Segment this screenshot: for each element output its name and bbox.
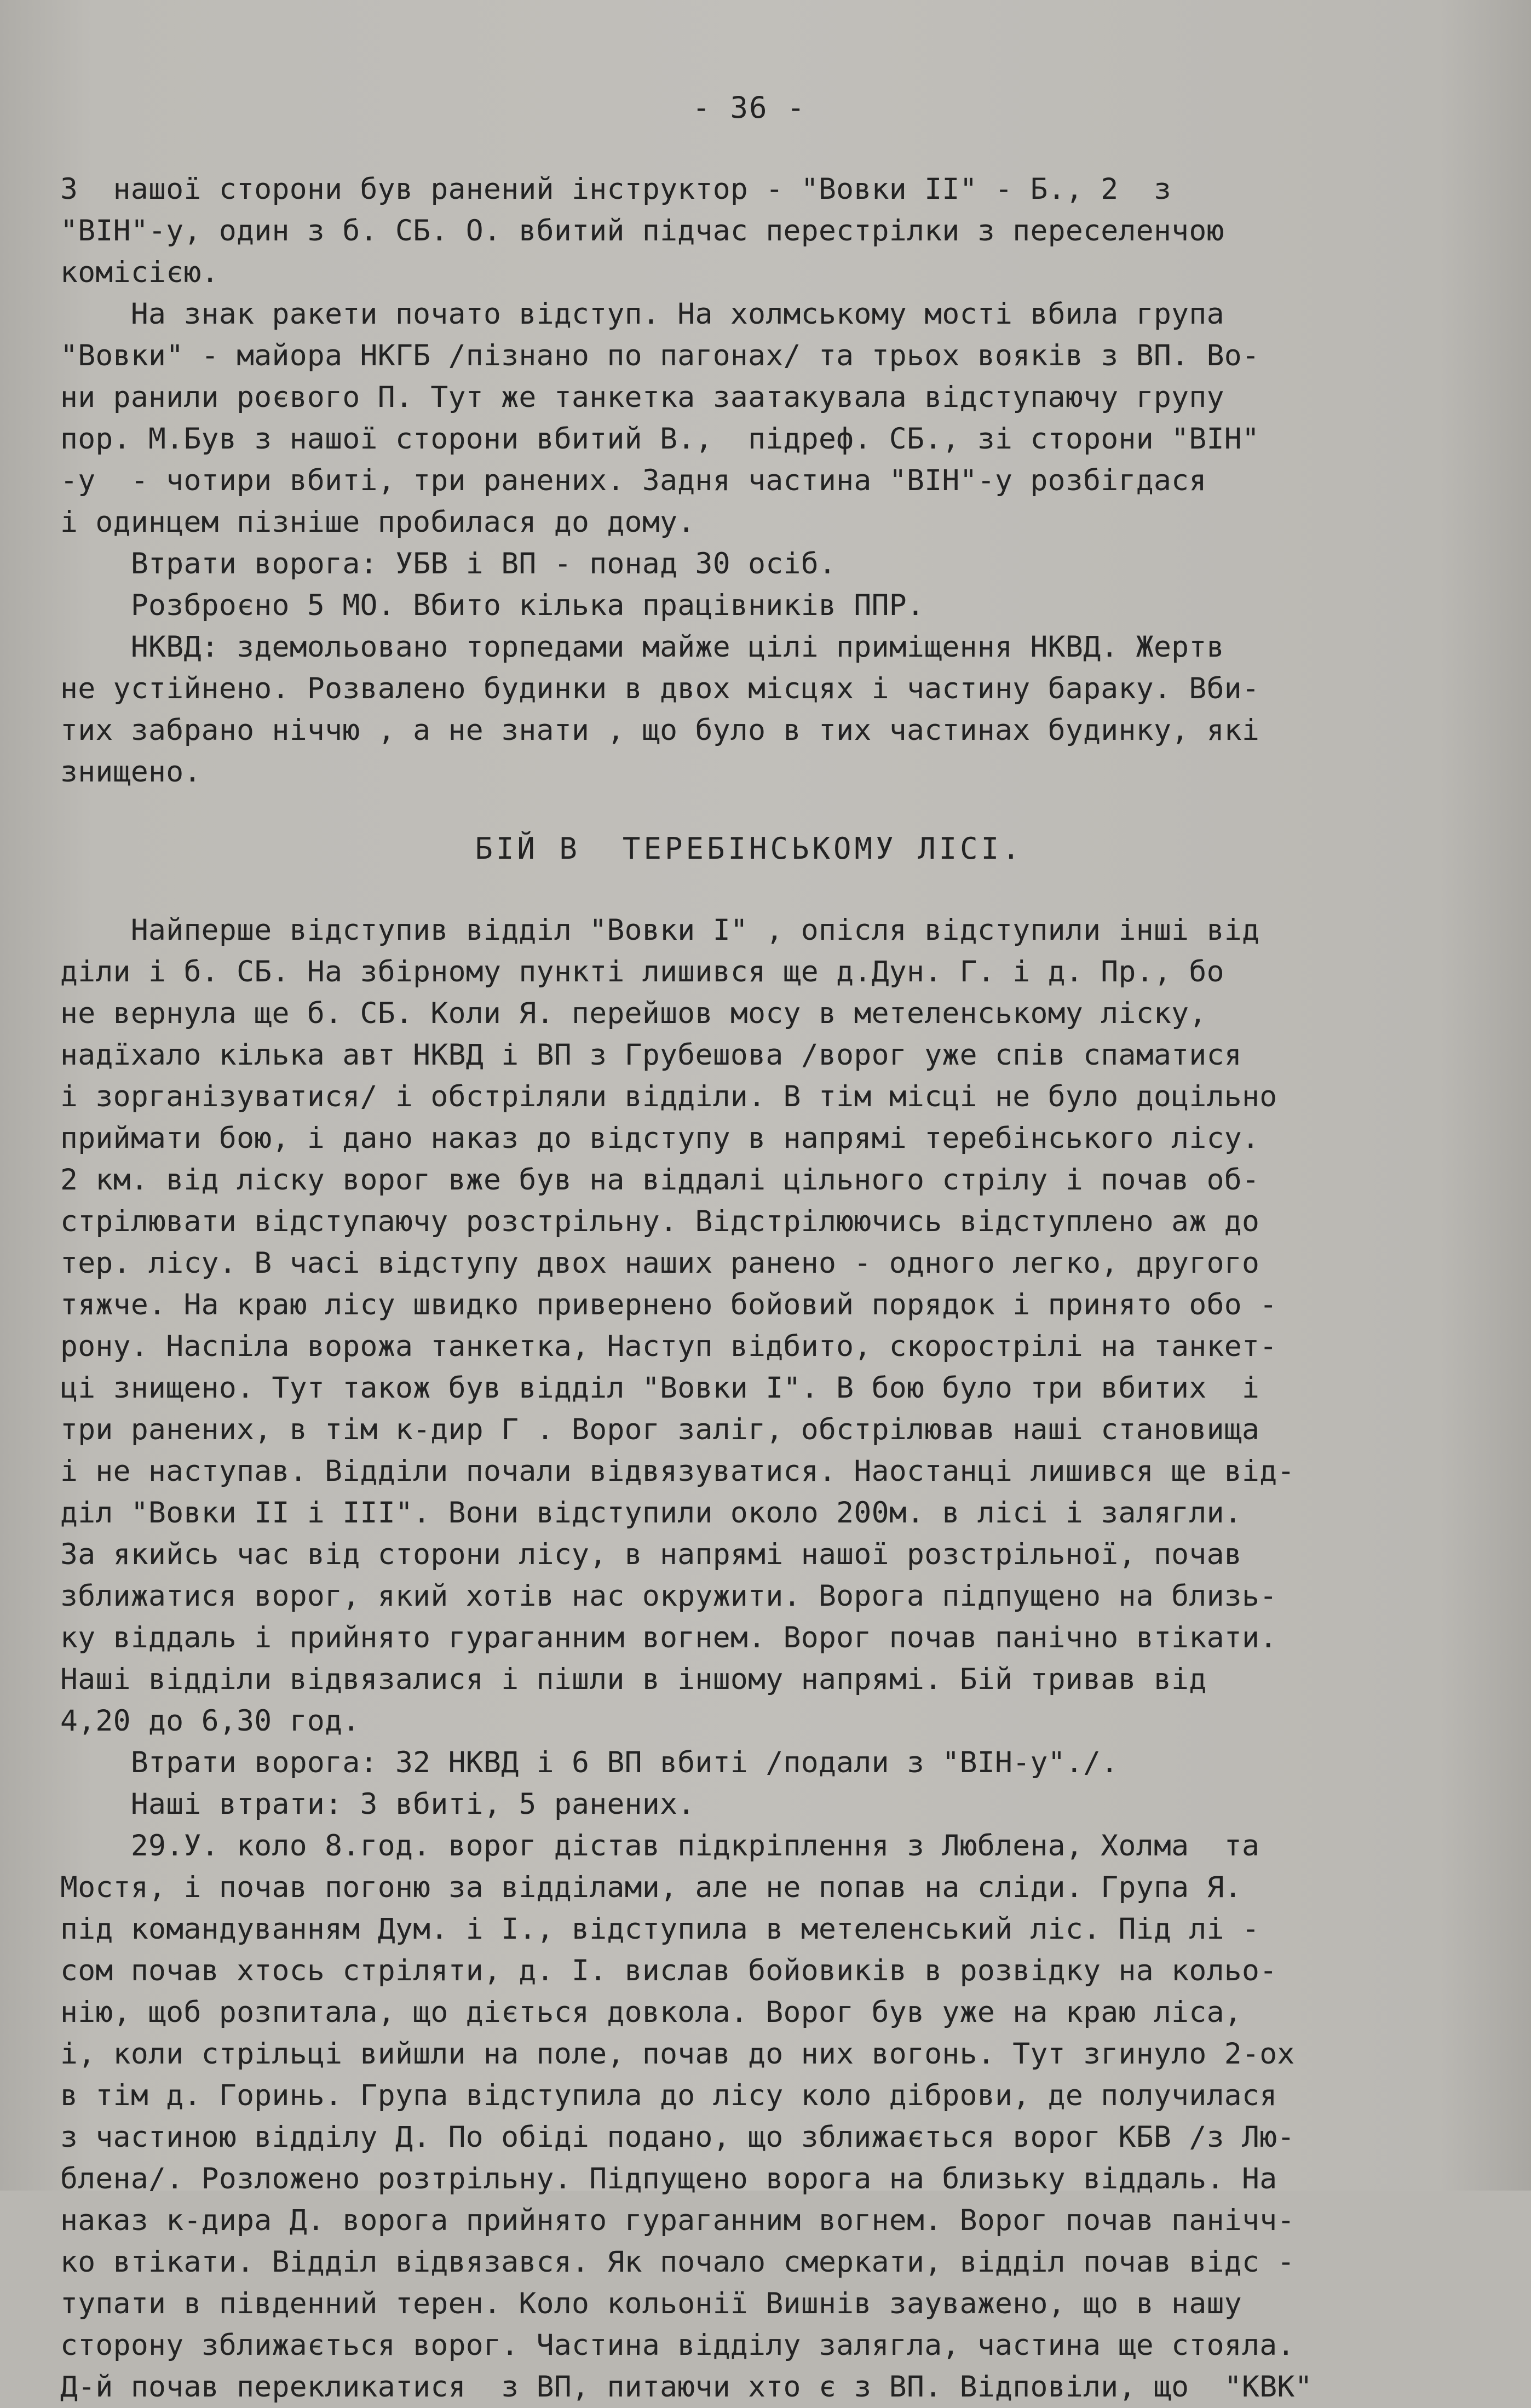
section-2-text: [60, 910, 1438, 2408]
text-line: надїхало кілька авт НКВД і ВП з Грубешова /ворог уже спів спаматися: [60, 1038, 1242, 1072]
text-line: За якийсь час від сторони лісу, в напрямі нашої розстрільної, почав: [60, 1538, 1242, 1571]
text-line: Втрати ворога: УБВ і ВП - понад 30 осіб.: [60, 547, 837, 581]
text-line: не устійнено. Розвалено будинки в двох місцях і частину бараку. Вби-: [60, 672, 1260, 705]
text-line: в тім д. Горинь. Група відступила до лісу коло діброви, де получилася: [60, 2079, 1277, 2112]
text-line: Найперше відступив відділ "Вовки І" , опісля відступили інші від: [60, 913, 1260, 947]
text-line: Втрати ворога: 32 НКВД і 6 ВП вбиті /подали з "ВІН-у"./.: [60, 1746, 1119, 1779]
text-line: тер. лісу. В часі відступу двох наших ранено - одного легко, другого: [60, 1246, 1260, 1280]
text-line: і одинцем пізніше пробилася до дому.: [60, 505, 695, 539]
text-line: наказ к-дира Д. ворога прийнято гураганним вогнем. Ворог почав панічч-: [60, 2204, 1295, 2237]
text-line: блена/. Розложено розтрільну. Підпущено ворога на близьку віддаль. На: [60, 2162, 1277, 2196]
text-line: На знак ракети почато відступ. На холмському мості вбила група: [60, 297, 1224, 331]
text-line: ко втікати. Відділ відвязався. Як почало смеркати, відділ почав відс -: [60, 2245, 1295, 2279]
text-line: сторону зближається ворог. Частина відділу залягла, частина ще стояла.: [60, 2329, 1295, 2362]
text-line: три ранених, в тім к-дир Г . Ворог заліг, обстрілював наші становища: [60, 1413, 1260, 1446]
text-line: приймати бою, і дано наказ до відступу в напрямі теребінського лісу.: [60, 1122, 1260, 1155]
text-line: "ВІН"-у, один з б. СБ. О. вбитий підчас перестрілки з переселенчою: [60, 214, 1224, 248]
text-line: ці знищено. Тут також був відділ "Вовки І". В бою було три вбитих і: [60, 1371, 1260, 1405]
text-line: тяжче. На краю лісу швидко привернено бойовий порядок і принято обо -: [60, 1288, 1277, 1321]
text-line: ку віддаль і прийнято гураганним вогнем. Ворог почав панічно втікати.: [60, 1621, 1277, 1654]
text-line: Наші відділи відвязалися і пішли в іншому напрямі. Бій тривав від: [60, 1663, 1207, 1696]
text-line: під командуванням Дум. і І., відступила в метеленський ліс. Під лі -: [60, 1912, 1260, 1946]
text-line: не вернула ще б. СБ. Коли Я. перейшов мосу в метеленському ліску,: [60, 997, 1207, 1030]
text-line: Д-й почав перекликатися з ВП, питаючи хто є з ВП. Відповіли, що "КВК": [60, 2370, 1313, 2404]
text-line: з частиною відділу Д. По обіді подано, що зближається ворог КБВ /з Лю-: [60, 2120, 1295, 2154]
text-line: тупати в південний терен. Коло кольонії Вишнів зауважено, що в нашу: [60, 2287, 1242, 2320]
text-line: знищено.: [60, 755, 202, 789]
text-line: ни ранили роєвого П. Тут же танкетка заатакувала відступаючу групу: [60, 381, 1224, 414]
page-number: - 36 -: [692, 90, 806, 125]
text-line: комісією.: [60, 256, 219, 289]
text-line: стрілювати відступаючу розстрільну. Відстрілюючись відступлено аж до: [60, 1205, 1260, 1238]
text-line: "Вовки" - майора НКГБ /пізнано по пагонах/ та трьох вояків з ВП. Во-: [60, 339, 1260, 372]
text-line: і, коли стрільці вийшли на поле, почав до них вогонь. Тут згинуло 2-ох: [60, 2037, 1295, 2071]
text-line: діли і б. СБ. На збірному пункті лишився ще д.Дун. Г. і д. Пр., бо: [60, 955, 1224, 989]
text-line: тих забрано ніччю , а не знати , що було в тих частинах будинку, які: [60, 714, 1260, 747]
section-heading: БІЙ В ТЕРЕБІНСЬКОМУ ЛІСІ.: [475, 831, 1023, 866]
text-line: З нашої сторони був ранений інструктор - "Вовки ІІ" - Б., 2 з: [60, 173, 1172, 206]
text-line: і не наступав. Відділи почали відвязуватися. Наостанці лишився ще від-: [60, 1455, 1295, 1488]
text-line: 29.У. коло 8.год. ворог дістав підкріплення з Люблена, Холма та: [60, 1829, 1260, 1863]
text-line: -у - чотири вбиті, три ранених. Задня частина "ВІН"-у розбігдася: [60, 464, 1207, 497]
text-line: НКВД: здемольовано торпедами майже цілі приміщення НКВД. Жертв: [60, 630, 1224, 664]
text-line: сом почав хтось стріляти, д. І. вислав бойовиків в розвідку на кольо-: [60, 1954, 1277, 1987]
section-1-text: [60, 169, 1438, 793]
text-line: Наші втрати: 3 вбиті, 5 ранених.: [60, 1788, 695, 1821]
text-line: і зорганізуватися/ і обстріляли відділи. В тім місці не було доцільно: [60, 1080, 1277, 1113]
text-line: зближатися ворог, який хотів нас окружити. Ворога підпущено на близь-: [60, 1579, 1277, 1613]
text-line: 4,20 до 6,30 год.: [60, 1704, 360, 1738]
text-line: Розброєно 5 МО. Вбито кілька працівників ППР.: [60, 589, 925, 622]
text-line: Мостя, і почав погоню за відділами, але не попав на сліди. Група Я.: [60, 1871, 1242, 1904]
text-line: діл "Вовки ІІ і ІІІ". Вони відступили около 200м. в лісі і залягли.: [60, 1496, 1242, 1530]
text-line: 2 км. від ліску ворог вже був на віддалі цільного стрілу і почав об-: [60, 1163, 1260, 1197]
text-line: рону. Наспіла ворожа танкетка, Наступ відбито, скорострілі на танкет-: [60, 1330, 1277, 1363]
text-line: нію, щоб розпитала, що діється довкола. Ворог був уже на краю ліса,: [60, 1996, 1242, 2029]
text-line: пор. М.Був з нашої сторони вбитий В., підреф. СБ., зі сторони "ВІН": [60, 422, 1260, 456]
